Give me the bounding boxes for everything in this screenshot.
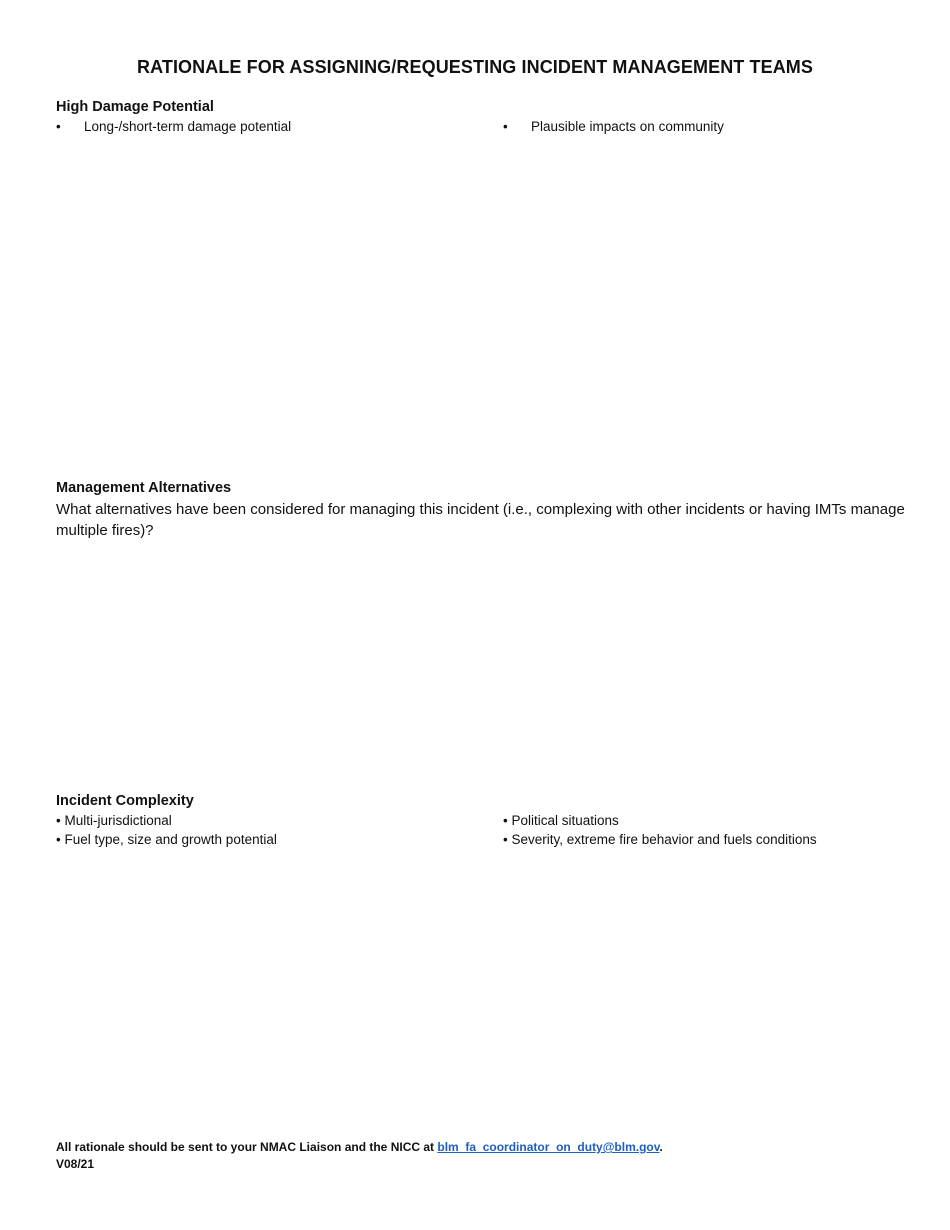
bullet-severity-conditions: • Severity, extreme fire behavior and fuels conditions	[503, 832, 817, 847]
version-label: V08/21	[56, 1157, 95, 1171]
footer-instructions	[56, 1140, 663, 1154]
bullet-long-short-term-damage	[56, 119, 291, 134]
management-alternatives-question: What alternatives have been considered for managing this incident (i.e., complexing with other incidents or having IMTs manage multiple fires)?	[56, 501, 905, 539]
page-title: RATIONALE FOR ASSIGNING/REQUESTING INCIDENT MANAGEMENT TEAMS	[136, 57, 813, 77]
coordinator-email-link[interactable]: blm_fa_coordinator_on_duty@blm.gov	[437, 1140, 660, 1154]
bullet-fuel-type: • Fuel type, size and growth potential	[56, 832, 277, 847]
bullet-text: Plausible impacts on community	[531, 119, 724, 134]
bullet-dot: •	[56, 119, 61, 134]
incident-complexity-heading: Incident Complexity	[56, 793, 194, 809]
bullet-multi-jurisdictional: • Multi-jurisdictional	[56, 813, 172, 828]
bullet-plausible-impacts	[503, 119, 724, 134]
bullet-text: Long-/short-term damage potential	[84, 119, 292, 134]
footer-prefix: All rationale should be sent to your NMAC Liaison and the NICC at	[56, 1140, 438, 1154]
bullet-dot: •	[503, 119, 508, 134]
bullet-political-situations: • Political situations	[503, 813, 619, 828]
management-alternatives-heading: Management Alternatives	[56, 480, 232, 496]
high-damage-heading: High Damage Potential	[56, 99, 214, 115]
footer-suffix: .	[659, 1140, 663, 1154]
